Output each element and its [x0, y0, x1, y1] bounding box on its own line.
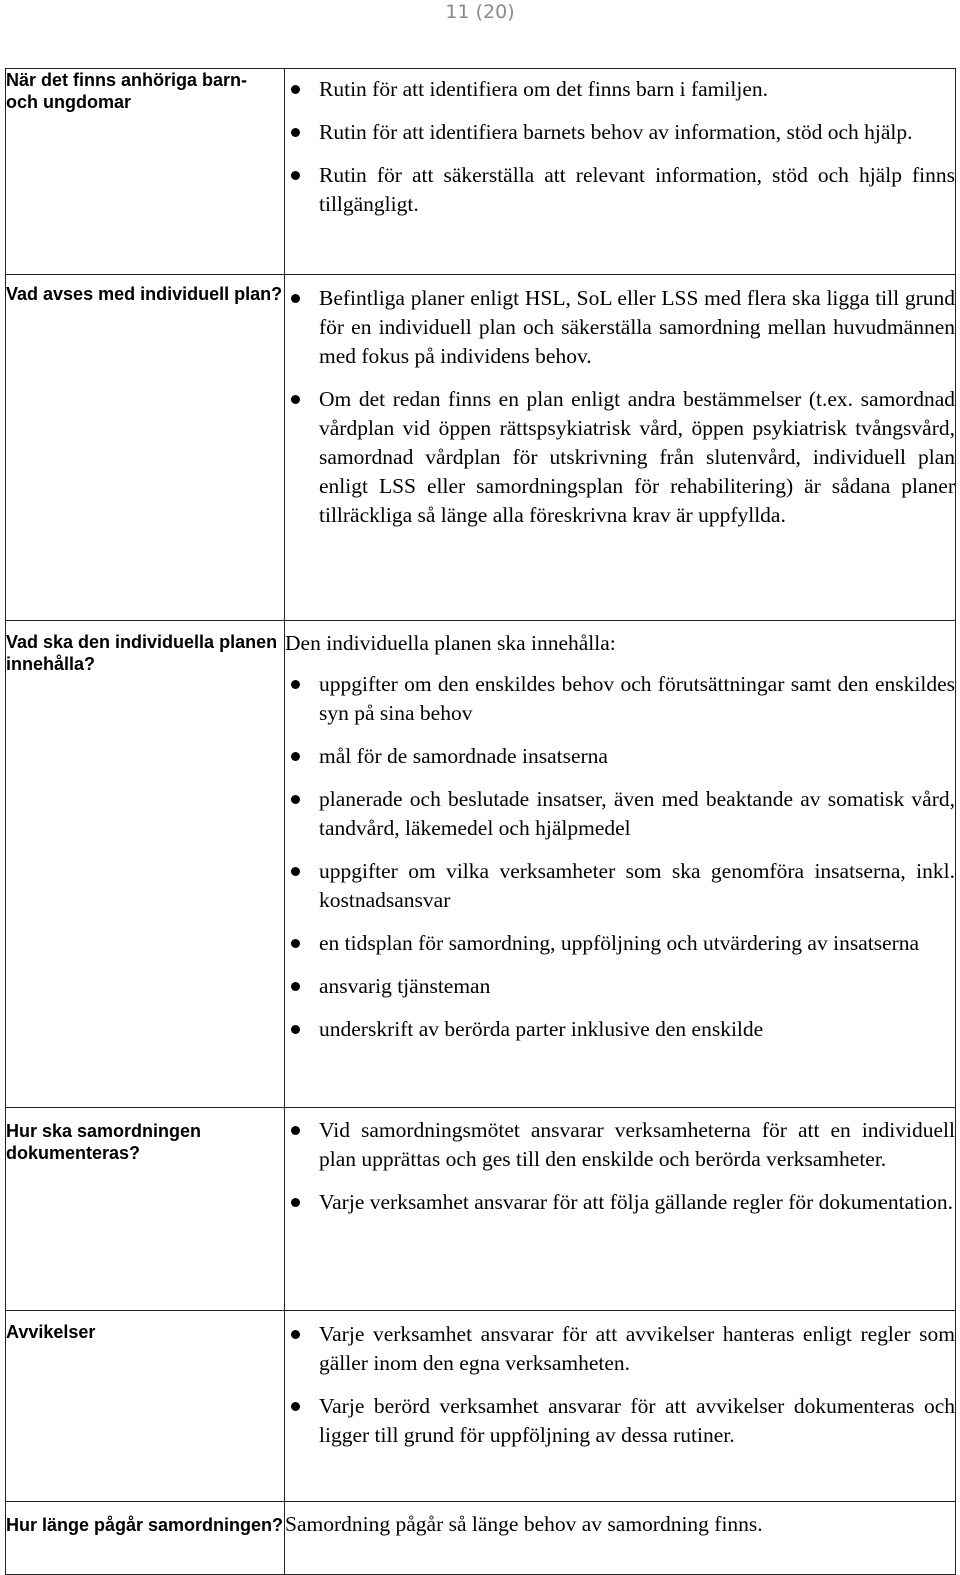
row-content — [285, 69, 956, 275]
content-table — [5, 68, 956, 1575]
table-row — [6, 621, 956, 1108]
list-item — [285, 161, 955, 219]
bullet-list — [285, 1320, 955, 1450]
list-item — [285, 972, 955, 1001]
table-row — [6, 1502, 956, 1575]
table-row — [6, 1311, 956, 1502]
list-item — [285, 1188, 955, 1217]
list-item-text: mål för de samordnade insatserna — [319, 744, 608, 768]
row-label: Hur ska samordningen dokumenteras? — [6, 1108, 285, 1311]
bullet-icon — [291, 1198, 300, 1207]
list-item-text: uppgifter om vilka verksamheter som ska genomföra insatserna, inkl. kostnadsansvar — [319, 859, 955, 912]
list-item-text: Varje verksamhet ansvarar för att följa gällande regler för dokumentation. — [319, 1190, 953, 1214]
list-item — [285, 1392, 955, 1450]
bullet-list — [285, 75, 955, 219]
list-item — [285, 857, 955, 915]
list-item-text: Rutin för att identifiera barnets behov av information, stöd och hjälp. — [319, 120, 913, 144]
bullet-icon — [291, 171, 300, 180]
intro-text: Den individuella planen ska innehålla: — [285, 631, 616, 655]
list-item-text: ansvarig tjänsteman — [319, 974, 491, 998]
row-content — [285, 275, 956, 621]
list-item — [285, 1320, 955, 1378]
row-content — [285, 1311, 956, 1502]
row-label: Vad avses med individuell plan? — [6, 275, 285, 621]
list-item — [285, 742, 955, 771]
list-item-text: Rutin för att identifiera om det finns barn i familjen. — [319, 77, 768, 101]
list-item — [285, 929, 955, 958]
list-item — [285, 1116, 955, 1174]
row-content — [285, 1108, 956, 1311]
list-item — [285, 1015, 955, 1044]
bullet-icon — [291, 395, 300, 404]
bullet-icon — [291, 795, 300, 804]
row-label: Avvikelser — [6, 1311, 285, 1502]
list-item — [285, 118, 955, 147]
row-content — [285, 621, 956, 1108]
row-label: Hur länge pågår samordningen? — [6, 1502, 285, 1575]
bullet-icon — [291, 85, 300, 94]
bullet-list — [285, 670, 955, 1044]
intro-text: Samordning pågår så länge behov av samordning finns. — [285, 1512, 763, 1536]
bullet-icon — [291, 294, 300, 303]
bullet-icon — [291, 128, 300, 137]
list-item-text: uppgifter om den enskildes behov och förutsättningar samt den enskildes syn på sina behov — [319, 672, 955, 725]
list-item — [285, 670, 955, 728]
list-item-text: planerade och beslutade insatser, även med beaktande av somatisk vård, tandvård, läkemedel och hjälpmedel — [319, 787, 955, 840]
bullet-icon — [291, 752, 300, 761]
list-item-text: Rutin för att säkerställa att relevant information, stöd och hjälp finns tillgängligt. — [319, 163, 955, 216]
table-row — [6, 1108, 956, 1311]
list-item — [285, 785, 955, 843]
bullet-icon — [291, 1126, 300, 1135]
list-item-text: Varje berörd verksamhet ansvarar för att avvikelser dokumenteras och ligger till grund för uppföljning av dessa rutiner. — [319, 1394, 955, 1447]
list-item-text: Om det redan finns en plan enligt andra bestämmelser (t.ex. samordnad vårdplan vid öppen rättspsykiatrisk vård, öppen psykiatrisk tvångsvård, samordnad vårdplan för utskrivning från slutenvård, individuell plan enligt LSS eller samordningsplan för rehabilitering) är sådana planer tillräckliga så länge alla föreskrivna krav är uppfyllda. — [319, 387, 955, 527]
bullet-icon — [291, 1025, 300, 1034]
bullet-list — [285, 284, 955, 530]
bullet-icon — [291, 1330, 300, 1339]
list-item-text: Befintliga planer enligt HSL, SoL eller LSS med flera ska ligga till grund för en individuell plan och säkerställa samordning mellan huvudmännen med fokus på individens behov. — [319, 286, 955, 368]
bullet-icon — [291, 867, 300, 876]
row-content — [285, 1502, 956, 1575]
list-item — [285, 284, 955, 371]
list-item-text: Varje verksamhet ansvarar för att avvikelser hanteras enligt regler som gäller inom den egna verksamheten. — [319, 1322, 955, 1375]
row-label: När det finns anhöriga barn- och ungdomar — [6, 69, 285, 275]
bullet-icon — [291, 939, 300, 948]
bullet-icon — [291, 982, 300, 991]
list-item-text: Vid samordningsmötet ansvarar verksamheterna för att en individuell plan upprättas och ges till den enskilde och berörda verksamheter. — [319, 1118, 955, 1171]
list-item — [285, 75, 955, 104]
bullet-icon — [291, 1402, 300, 1411]
row-label: Vad ska den individuella planen innehålla? — [6, 621, 285, 1108]
list-item — [285, 385, 955, 530]
table-row — [6, 69, 956, 275]
bullet-list — [285, 1116, 955, 1217]
bullet-icon — [291, 680, 300, 689]
list-item-text: underskrift av berörda parter inklusive den enskilde — [319, 1017, 764, 1041]
page-number: 11 (20) — [445, 1, 515, 23]
table-row — [6, 275, 956, 621]
list-item-text: en tidsplan för samordning, uppföljning och utvärdering av insatserna — [319, 931, 920, 955]
